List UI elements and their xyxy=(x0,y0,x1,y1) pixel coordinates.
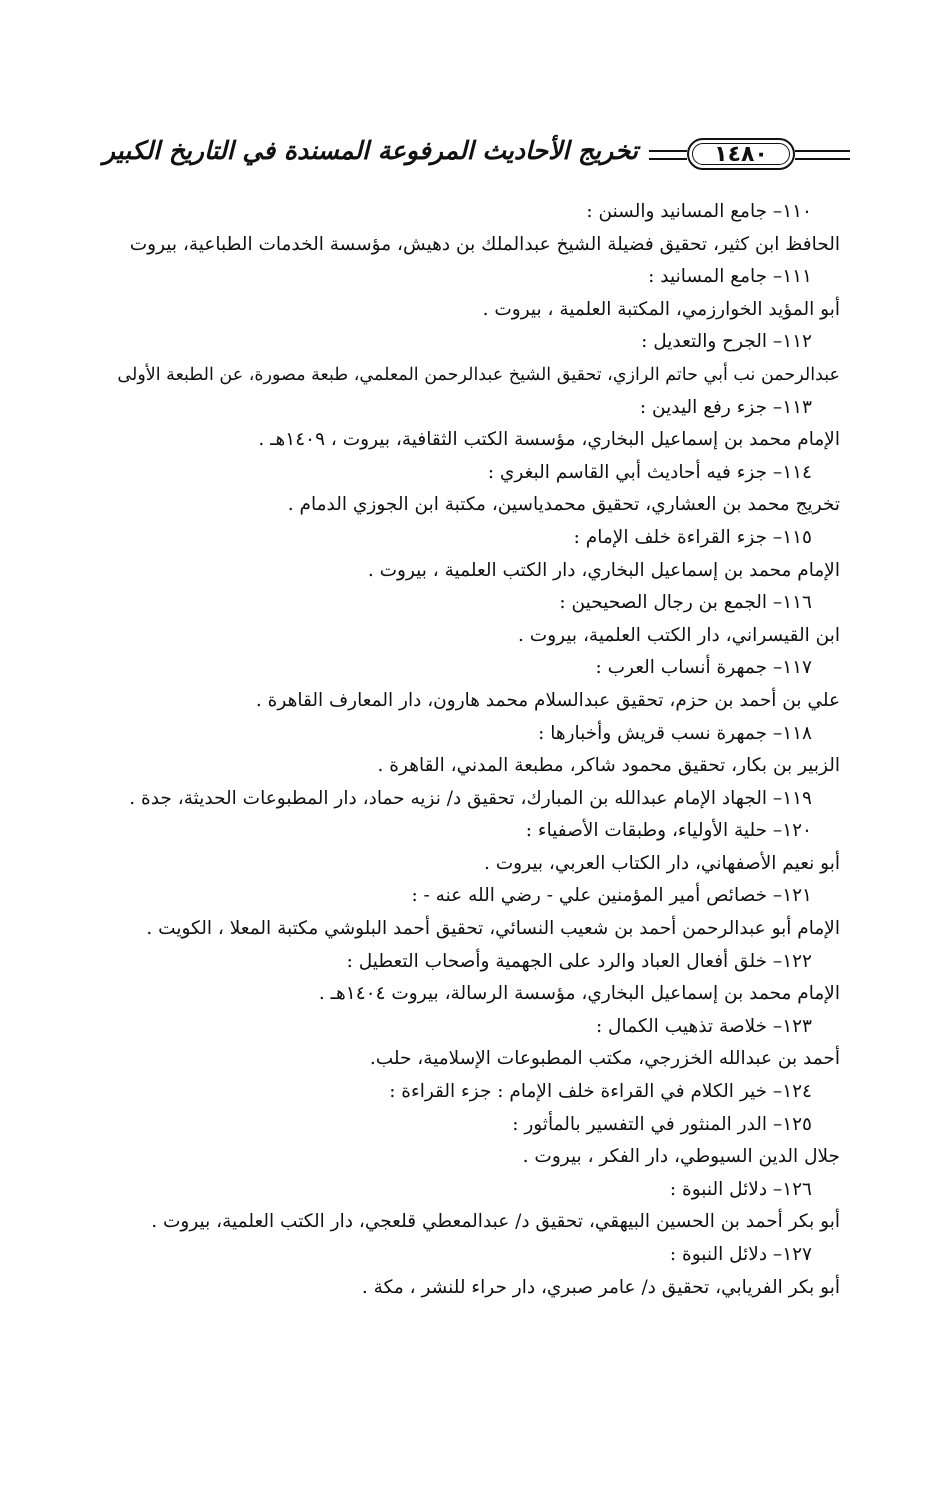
bibliography-entry-detail: الإمام أبو عبدالرحمن أحمد بن شعيب النسائي، تحقيق أحمد البلوشي مكتبة المعلا ، الكويت . xyxy=(146,918,840,940)
bibliography-entry-title: ١٢٥– الدر المنثور في التفسير بالمأثور : xyxy=(512,1113,812,1135)
bibliography-entry-title: ١١٣– جزء رفع اليدين : xyxy=(639,396,812,418)
running-title: تخريج الأحاديث المرفوعة المسندة في التاريخ الكبير xyxy=(102,136,638,165)
bibliography-entry-detail: أبو المؤيد الخوارزمي، المكتبة العلمية ، بيروت . xyxy=(482,298,840,320)
bibliography-entry-title: ١١٩– الجهاد الإمام عبدالله بن المبارك، تحقيق د/ نزيه حماد، دار المطبوعات الحديثة، جدة . xyxy=(129,787,812,809)
page-number-badge xyxy=(687,138,795,170)
bibliography-entry-title: ١١٥– جزء القراءة خلف الإمام : xyxy=(573,526,812,548)
bibliography-entry-title: ١١٢– الجرح والتعديل : xyxy=(641,331,812,353)
bibliography-entry-title: ١١٠– جامع المسانيد والسنن : xyxy=(586,201,812,222)
header-rule-middle xyxy=(649,150,687,160)
bibliography-entry-detail: علي بن أحمد بن حزم، تحقيق عبدالسلام محمد هارون، دار المعارف القاهرة . xyxy=(255,689,840,711)
bibliography-entry-title: ١٢٧– دلائل النبوة : xyxy=(669,1244,812,1265)
bibliography-entry-title: ١٢٢– خلق أفعال العباد والرد على الجهمية وأصحاب التعطيل : xyxy=(346,950,812,972)
bibliography-entry-detail: عبدالرحمن نب أبي حاتم الرازي، تحقيق الشيخ عبدالرحمن المعلمي، طبعة مصورة، عن الطبعة الأولى xyxy=(117,364,840,385)
bibliography-entry-title: ١١١– جامع المسانيد : xyxy=(648,266,812,288)
bibliography-list xyxy=(100,196,840,1304)
bibliography-entry-title: ١٢٦– دلائل النبوة : xyxy=(669,1178,812,1200)
bibliography-entry-title: ١٢١– خصائص أمير المؤمنين علي - رضي الله عنه - : xyxy=(411,885,812,907)
bibliography-entry-detail: أبو نعيم الأصفهاني، دار الكتاب العربي، بيروت . xyxy=(484,852,840,874)
bibliography-entry-detail: أبو بكر أحمد بن الحسين البيهقي، تحقيق د/ عبدالمعطي قلعجي، دار الكتب العلمية، بيروت . xyxy=(151,1211,840,1233)
page-header xyxy=(100,132,850,180)
bibliography-entry-title: ١٢٤– خير الكلام في القراءة خلف الإمام : جزء القراءة : xyxy=(389,1081,812,1103)
bibliography-entry-title: ١٢٣– خلاصة تذهيب الكمال : xyxy=(595,1015,812,1037)
bibliography-entry-detail: تخريج محمد بن العشاري، تحقيق محمدياسين، مكتبة ابن الجوزي الدمام . xyxy=(287,494,840,516)
bibliography-entry-title: ١١٧– جمهرة أنساب العرب : xyxy=(595,657,812,679)
bibliography-entry-detail: الإمام محمد بن إسماعيل البخاري، دار الكتب العلمية ، بيروت . xyxy=(367,559,840,581)
bibliography-entry-detail: الإمام محمد بن إسماعيل البخاري، مؤسسة الرسالة، بيروت ١٤٠٤هـ . xyxy=(318,983,840,1005)
bibliography-entry-detail: أحمد بن عبدالله الخزرجي، مكتب المطبوعات الإسلامية، حلب. xyxy=(369,1048,840,1070)
bibliography-entry-detail: ابن القيسراني، دار الكتب العلمية، بيروت . xyxy=(518,624,840,646)
bibliography-entry-detail: الزبير بن بكار، تحقيق محمود شاكر، مطبعة المدني، القاهرة . xyxy=(377,755,840,777)
bibliography-entry-detail: أبو بكر الفريابي، تحقيق د/ عامر صبري، دار حراء للنشر ، مكة . xyxy=(361,1276,840,1298)
bibliography-entry-title: ١١٤– جزء فيه أحاديث أبي القاسم البغري : xyxy=(487,461,812,483)
bibliography-entry-detail: جلال الدين السيوطي، دار الفكر ، بيروت . xyxy=(522,1146,840,1168)
bibliography-entry-title: ١١٦– الجمع بن رجال الصحيحين : xyxy=(559,592,812,614)
bibliography-entry-title: ١٢٠– حلية الأولياء، وطبقات الأصفياء : xyxy=(525,820,812,842)
bibliography-entry-title: ١١٨– جمهرة نسب قريش وأخبارها : xyxy=(538,722,812,744)
header-rule-right xyxy=(795,150,850,160)
bibliography-entry-detail: الحافظ ابن كثير، تحقيق فضيلة الشيخ عبدالملك بن دهيش، مؤسسة الخدمات الطباعية، بيروت xyxy=(129,233,840,255)
page-number: ١٤٨٠ xyxy=(714,141,768,167)
bibliography-entry-detail: الإمام محمد بن إسماعيل البخاري، مؤسسة الكتب الثقافية، بيروت ، ١٤٠٩هـ . xyxy=(258,429,840,451)
